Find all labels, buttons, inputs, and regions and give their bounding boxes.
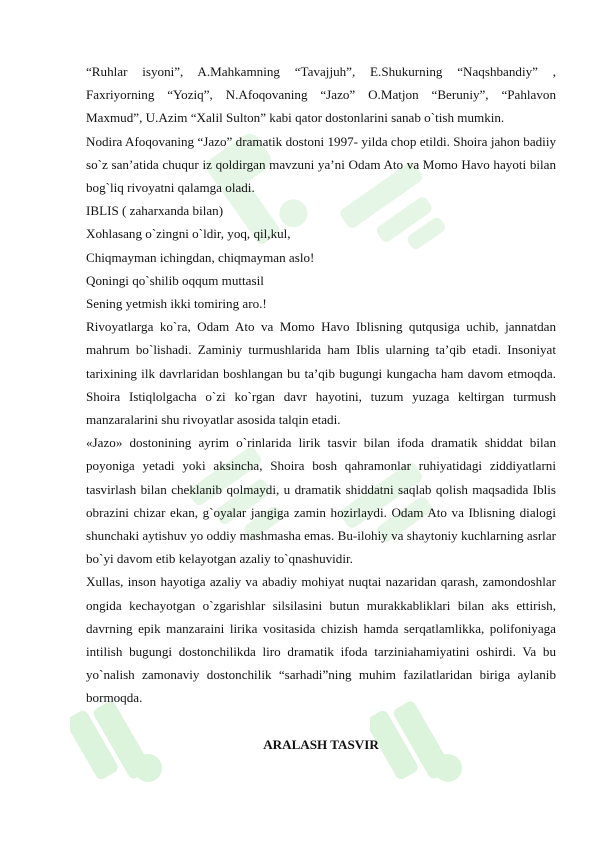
poem-line: Chiqmayman ichingdan, chiqmayman aslo!	[86, 249, 315, 265]
paragraph-doston-list: “Ruhlar isyoni”, A.Mahkamning “Tavajjuh”, E.Shukurning “Naqshbandiy” , Faxriyorning “Yoziq”, N.Afoqovaning “Jazo” O.Matjon “Beruniy”, “Pahlavon Maxmud”, U.Azim “Xalil Sulton” kabi qator dostonlarini sanab o`tish mumkin.	[86, 64, 556, 126]
paragraph-rivoyat: Rivoyatlarga ko`ra, Odam Ato va Momo Havo Iblisning qutqusiga uchib, jannatdan mahrum bo`lishadi. Zaminiy turmushlarida ham Iblis ularning ta’qib etadi. Insoniyat tarixining ilk davrlaridan boshlangan bu ta’qib bugungi kungacha ham davom etmoqda. Shoira Istiqlolgacha o`zi ko`rgan davr hayotini, tuzum yuzaga keltirgan turmush manzaralarini shu rivoyatlar asosida talqin etadi.	[86, 319, 556, 428]
section-heading: ARALASH TASVIR	[263, 736, 379, 752]
poem-line: Qoningi qo`shilib oqqum muttasil	[86, 272, 264, 288]
paragraph-conclusion: Xullas, inson hayotiga azaliy va abadiy mohiyat nuqtai nazaridan qarash, zamondoshlar ongida kechayotgan o`zgarishlar silsilasini butun murakkabliklari bilan aks ettirish, davrning epik manzaraini lirika vositasida chizish hamda serqatlamlikka, polifoniyaga intilish bugungi dostonchilikda liro dramatik ifoda tarziniahamiyatini oshirdi. Va bu yo`nalish zamonaviy dostonchilik “sarhadi”ning muhim fazilatlaridan biriga aylanib bormoqda.	[86, 574, 556, 706]
poem-speaker: IBLIS ( zaharxanda bilan)	[86, 203, 224, 219]
paragraph-jazo-analysis: «Jazo» dostonining ayrim o`rinlarida lirik tasvir bilan ifoda dramatik shiddat bilan poyoniga yetadi yoki aksincha, Shoira bosh qahramonlar ruhiyatidagi ziddiyatlarni tasvirlash bilan cheklanib qolmaydi, u dramatik shiddatni saqlab qolish maqsadida Iblis obrazini chizar ekan, g`oyalar jangiga zamin hozirlaydi. Odam Ato va Iblisning dialogi shunchaki aytishuv yo oddiy mashmasha emas. Bu-ilohiy va shaytoniy kuchlarning asrlar bo`yi davom etib kelayotgan azaliy to`qnashuvidir.	[86, 435, 556, 567]
poem-line: Sening yetmish ikki tomiring aro.!	[86, 296, 267, 312]
poem-line: Xohlasang o`zingni o`ldir, yoq, qil,kul,	[86, 226, 291, 242]
paragraph-jazo-intro: Nodira Afoqovaning “Jazo” dramatik dostoni 1997- yilda chop etildi. Shoira jahon badiiy so`z san’atida chuqur iz qoldirgan mavzuni ya’ni Odam Ato va Momo Havo hayoti bilan bog`liq rivoyatni qalamga oladi.	[86, 133, 556, 196]
document-body	[86, 60, 556, 756]
